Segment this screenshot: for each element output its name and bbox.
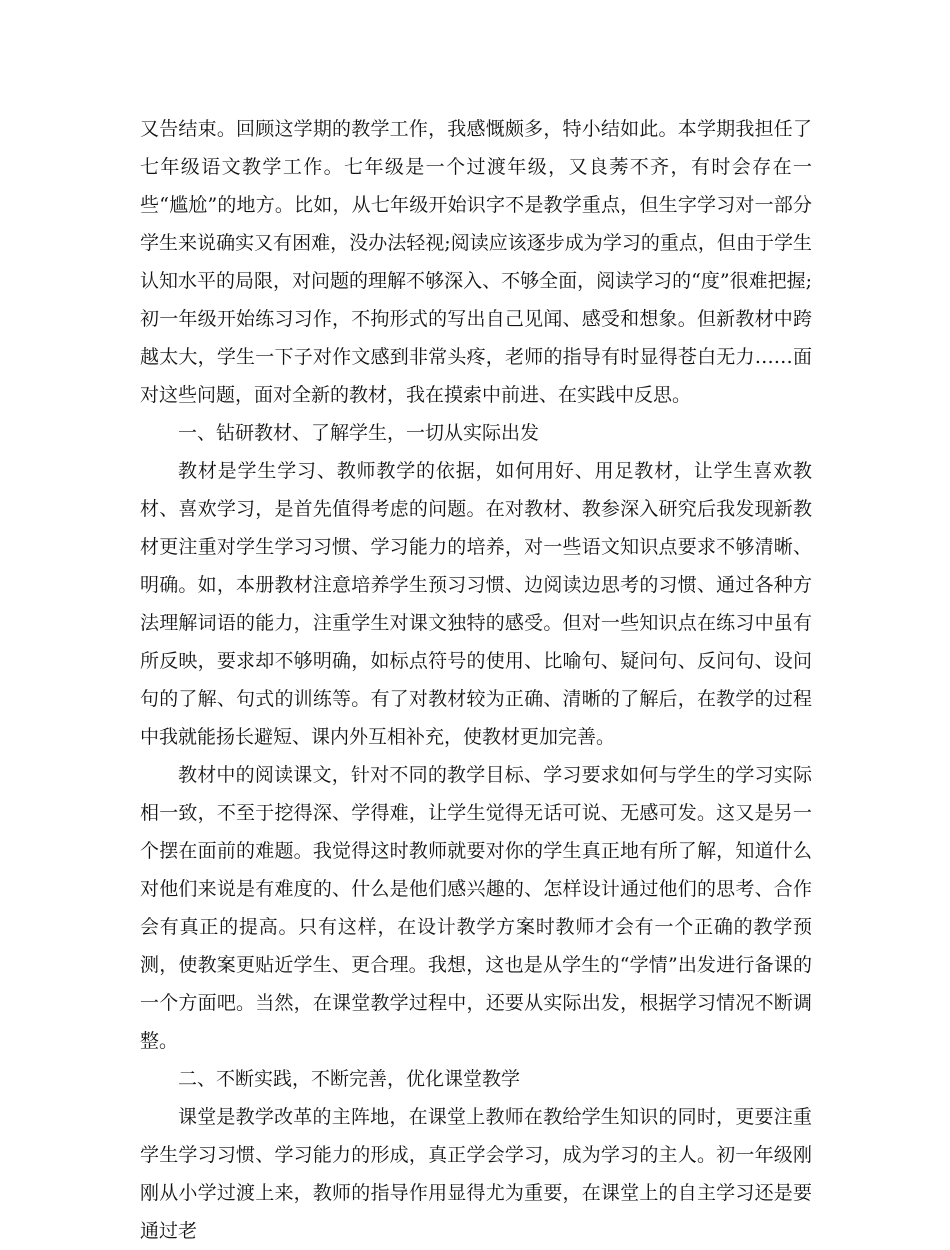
paragraph: 教材中的阅读课文，针对不同的教学目标、学习要求如何与学生的学习实际相一致，不至于挖得深、学得难，让学生觉得无话可说、无感可发。这又是另一个摆在面前的难题。我觉得这时教师就要对你的学生真正地有所了解，知道什么对他们来说是有难度的、什么是他们感兴趣的、怎样设计通过他们的思考、合作会有真正的提高。只有这样，在设计教学方案时教师才会有一个正确的教学预测，使教案更贴近学生、更合理。我想，这也是从学生的“学情”出发进行备课的一个方面吧。当然，在课堂教学过程中，还要从实际出发，根据学习情况不断调整。 (140, 764, 812, 1052)
section-heading-2: 二、不断实践，不断完善，优化课堂教学 (178, 1068, 521, 1090)
paragraph: 课堂是教学改革的主阵地，在课堂上教师在教给学生知识的同时，更要注重学生学习习惯、学习能力的形成，真正学会学习，成为学习的主人。初一年级刚刚从小学过渡上来，教师的指导作用显得尤为重要，在课堂上的自主学习还是要通过老 (140, 1106, 812, 1242)
paragraph: 教材是学生学习、教师教学的依据，如何用好、用足教材，让学生喜欢教材、喜欢学习，是首先值得考虑的问题。在对教材、教参深入研究后我发现新教材更注重对学生学习习惯、学习能力的培养，对一些语文知识点要求不够清晰、明确。如，本册教材注意培养学生预习习惯、边阅读边思考的习惯、通过各种方法理解词语的能力，注重学生对课文独特的感受。但对一些知识点在练习中虽有所反映，要求却不够明确，如标点符号的使用、比喻句、疑问句、反问句、设问句的了解、句式的训练等。有了对教材较为正确、清晰的了解后，在教学的过程中我就能扬长避短、课内外互相补充，使教材更加完善。 (140, 460, 812, 748)
section-heading-1: 一、钻研教材、了解学生，一切从实际出发 (178, 422, 540, 444)
paragraph-continuation: 又告结束。回顾这学期的教学工作，我感慨颇多，特小结如此。本学期我担任了七年级语文教学工作。七年级是一个过渡年级，又良莠不齐，有时会存在一些“尴尬”的地方。比如，从七年级开始识字不是教学重点，但生字学习对一部分学生来说确实又有困难，没办法轻视;阅读应该逐步成为学习的重点，但由于学生认知水平的局限，对问题的理解不够深入、不够全面，阅读学习的“度”很难把握;初一年级开始练习习作，不拘形式的写出自己见闻、感受和想象。但新教材中跨越太大，学生一下子对作文感到非常头疼，老师的指导有时显得苍白无力……面对这些问题，面对全新的教材，我在摸索中前进、在实践中反思。 (140, 118, 812, 406)
document-body (140, 110, 812, 1250)
